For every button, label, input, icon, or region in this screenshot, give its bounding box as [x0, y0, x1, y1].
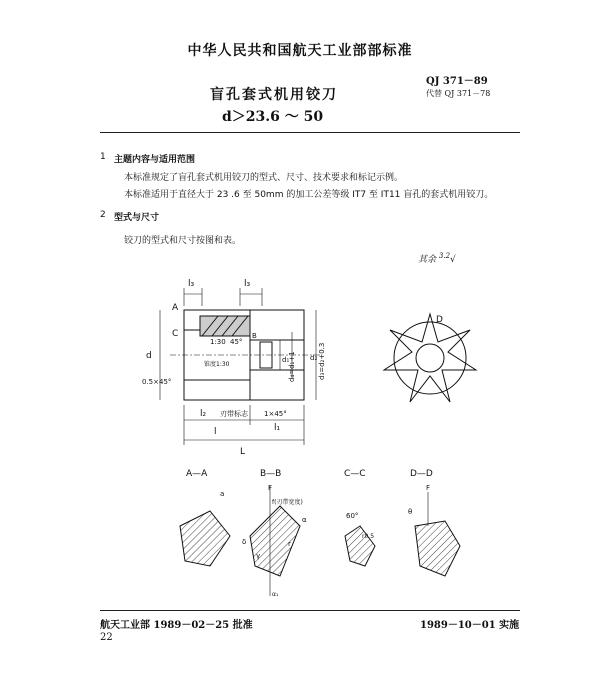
label-l3-a: l₃	[188, 279, 195, 289]
label-B: B	[252, 332, 257, 340]
label-angle45: 45°	[230, 338, 243, 346]
footer-rule	[100, 610, 520, 611]
label-d2: d₂	[310, 354, 318, 362]
label-l: l	[214, 427, 217, 437]
end-view-bore	[416, 344, 444, 372]
approval-date: 航天工业部 1989－02－25 批准	[100, 620, 253, 631]
label-r05: r0.5	[362, 533, 375, 540]
label-L: L	[240, 447, 246, 457]
label-r: r	[288, 540, 291, 548]
label-ratio: 1:30	[210, 338, 226, 346]
roughness-label: 其余	[418, 255, 437, 265]
label-a: a	[220, 490, 225, 498]
label-d4: d₄=d₁+1	[288, 351, 296, 382]
replaces-standard: 代替 QJ 371－78	[426, 89, 491, 98]
section-CC-title: C—C	[344, 469, 366, 479]
label-d3: d₃=d₂+0.3	[318, 342, 326, 380]
label-f1: f(刃带宽度)	[272, 499, 303, 506]
label-theta: θ	[408, 508, 413, 516]
section-views	[160, 466, 480, 606]
standard-code: QJ 371－89	[426, 76, 488, 87]
roughness-value: 3.2	[438, 252, 451, 260]
label-D-top: D	[436, 315, 443, 325]
section-2-para-1: 铰刀的型式和尺寸按图和表。	[124, 236, 242, 246]
label-A: A	[172, 303, 179, 313]
header-rule	[100, 132, 520, 133]
document-subtitle: d＞23.6 ～ 50	[222, 109, 324, 125]
section-1-heading: 主题内容与适用范围	[114, 155, 196, 165]
section-BB-title: B—B	[260, 469, 282, 479]
label-alpha: α	[302, 516, 307, 524]
end-view-outline	[394, 322, 466, 394]
label-F1: F	[268, 484, 273, 492]
label-gamma: γ	[256, 552, 261, 560]
label-taper-ratio: 锥度1:30	[204, 361, 230, 368]
label-c: C	[172, 329, 179, 339]
end-view-teeth	[384, 314, 476, 402]
section-CC-profile	[345, 526, 375, 566]
section-DD-profile	[415, 521, 460, 576]
section-1-number: 1	[100, 152, 106, 162]
label-chamfer: 0.5×45°	[142, 378, 172, 386]
page-number: 22	[100, 632, 113, 643]
section-DD-title: D—D	[410, 469, 433, 479]
label-l1: l₁	[274, 423, 281, 433]
section-BB-profile	[250, 506, 300, 576]
roughness-note	[418, 252, 456, 265]
label-taper: 1×45°	[264, 410, 287, 418]
section-AA-title: A—A	[186, 469, 208, 479]
label-l2: l₂	[200, 409, 207, 419]
label-d: d	[146, 351, 152, 361]
section-1-para-2: 本标准适用于直径大于 23 .6 至 50mm 的加工公差等级 IT7 至 IT11 盲孔的套式机用铰刀。	[124, 190, 494, 200]
label-F2: F	[426, 484, 431, 492]
label-l3-b: l₃	[244, 279, 251, 289]
section-1-para-1: 本标准规定了盲孔套式机用铰刀的型式、尺寸、技术要求和标记示例。	[124, 173, 404, 183]
section-2-heading: 型式与尺寸	[114, 213, 160, 223]
section-2-number: 2	[100, 210, 106, 220]
issuing-authority: 中华人民共和国航天工业部部标准	[187, 43, 413, 59]
label-delta: δ	[242, 538, 247, 546]
label-groove: 刃带标志	[220, 410, 248, 418]
reamer-drawing	[140, 270, 500, 460]
label-angle60: 60°	[346, 512, 359, 520]
implementation-date: 1989－10－01 实施	[420, 620, 520, 631]
section-AA-profile	[180, 511, 230, 566]
document-title: 盲孔套式机用铰刀	[210, 87, 338, 103]
label-ang-a: α₁	[272, 591, 279, 598]
roughness-symbol-icon: √	[450, 255, 456, 265]
label-d1: d₁	[282, 356, 290, 364]
